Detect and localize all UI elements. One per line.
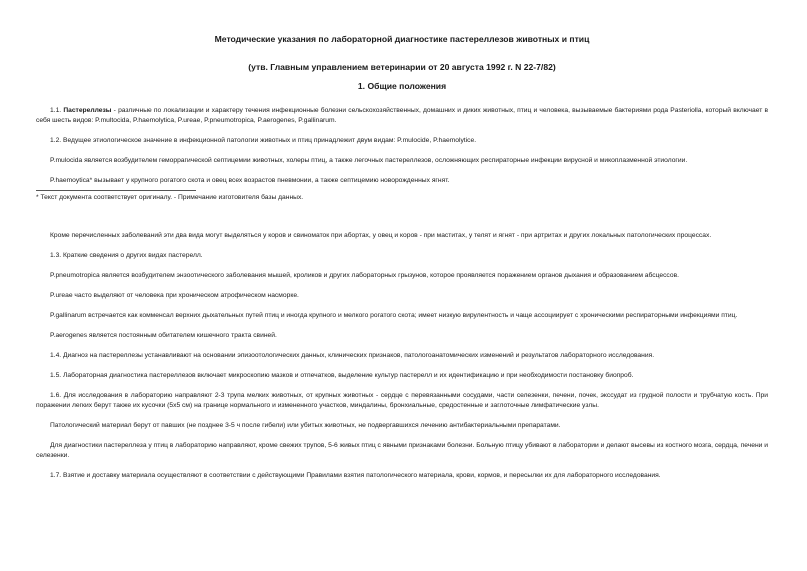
paragraph-1-7: 1.7. Взятие и доставку материала осуществляют в соответствии с действующими Правилами взятия патологического материала, крови, кормов, и пересылки их для лабораторного исследования. <box>50 472 661 479</box>
paragraph-1-5: 1.5. Лабораторная диагностика пастереллезов включает микроскопию мазков и отпечатков, выделение культур пастерелл и их идентификацию и при необходимости постановку биопроб. <box>50 372 634 379</box>
paragraph-number: 1.1. <box>50 107 64 114</box>
section-heading: 1. Общие положения <box>357 81 447 91</box>
footnote-divider <box>36 190 196 191</box>
footnote: * Текст документа соответствует оригиналу. - Примечание изготовителя базы данных. <box>36 194 304 201</box>
paragraph-1-6: 1.6. Для исследования в лабораторию направляют 2-3 трупа мелких животных, от крупных животных - сердце с перевязанными сосудами, части селезенки, печени, почек, экссудат из грудной полости и трубчатую кость. При поражении легких берут также их кусочки (5х5 см) на границе нормального и измененного участков, миндалины, бронхиальные, средостенные и заглоточные лимфатические узлы. <box>36 392 768 409</box>
document-approval: (утв. Главным управлением ветеринарии от 20 августа 1992 г. N 22-7/82) <box>248 62 556 72</box>
paragraph-other-diseases: Кроме перечисленных заболеваний эти два вида могут выделяться у коров и свиноматок при абортах, у овец и коров - при маститах, у телят и ягнят - при артритах и других локальных патологических процессах. <box>50 232 712 239</box>
paragraph-aerogenes: P.aerogenes является постоянным обитателем кишечного тракта свиней. <box>50 332 277 339</box>
paragraph-ureae: P.ureae часто выделяют от человека при хроническом атрофическом насморке. <box>50 292 299 299</box>
document-page <box>36 22 768 481</box>
paragraph-gallinarum: P.gallinarum встречается как комменсал верхних дыхательных путей птиц и иногда крупного и мелкого рогатого скота; имеет низкую вирулентность и чаще ассоциирует с хроническими респираторными инфекциями птиц. <box>50 312 738 319</box>
paragraph-multocida: P.mulocida является возбудителем геморрагической септицемии животных, холеры птиц, а также легочных пастереллезов, осложняющих респираторные инфекции вирусной и микоплазменной этиологии. <box>50 157 688 164</box>
term-pasteurellosis: Пастереллезы <box>63 107 112 114</box>
paragraph-text: - различные по локализации и характеру течения инфекционные болезни сельскохозяйственных, домашних и диких животных, птиц и человека, вызываемые бактериями рода Pasteriolla, который включает в себя шесть видов: P.multocida, P.haemolytica, P.ureae, P.pneumotropica, P.aerogenes, P.gallinarum. <box>36 107 768 124</box>
paragraph-birds-diagnostics: Для диагностики пастереллеза у птиц в лабораторию направляют, кроме свежих трупов, 5-6 живых птиц с явными признаками болезни. Больную птицу убивают в лаборатории и делают высевы из костного мозга, сердца, печени и селезенки. <box>36 442 768 459</box>
paragraph-1-1 <box>36 106 768 126</box>
paragraph-1-2: 1.2. Ведущее этиологическое значение в инфекционной патологии животных и птиц принадлежит двум видам: P.mulocide, P.haemolytice. <box>50 137 477 144</box>
paragraph-1-4: 1.4. Диагноз на пастереллезы устанавливают на основании эпизоотологических данных, клинических признаков, патологоанатомических изменений и результатов лабораторного исследования. <box>50 352 655 359</box>
paragraph-haemolytica: P.haemoytica* вызывает у крупного рогатого скота и овец всех возрастов пневмонии, а также септицемию новорожденных ягнят. <box>50 177 450 184</box>
paragraph-1-3: 1.3. Краткие сведения о других видах пастерелл. <box>50 252 203 259</box>
document-title: Методические указания по лабораторной диагностике пастереллезов животных и птиц <box>214 34 590 44</box>
paragraph-pneumotropica: P.pneumotropica является возбудителем энзоотического заболевания мышей, кроликов и других лабораторных грызунов, которое проявляется поражением органов дыхания и образованием абсцессов. <box>50 272 679 279</box>
paragraph-material-collection: Патологический материал берут от павших (не позднее 3-5 ч после гибели) или убитых животных, не подвергавшихся лечению антибактериальными препаратами. <box>50 422 561 429</box>
